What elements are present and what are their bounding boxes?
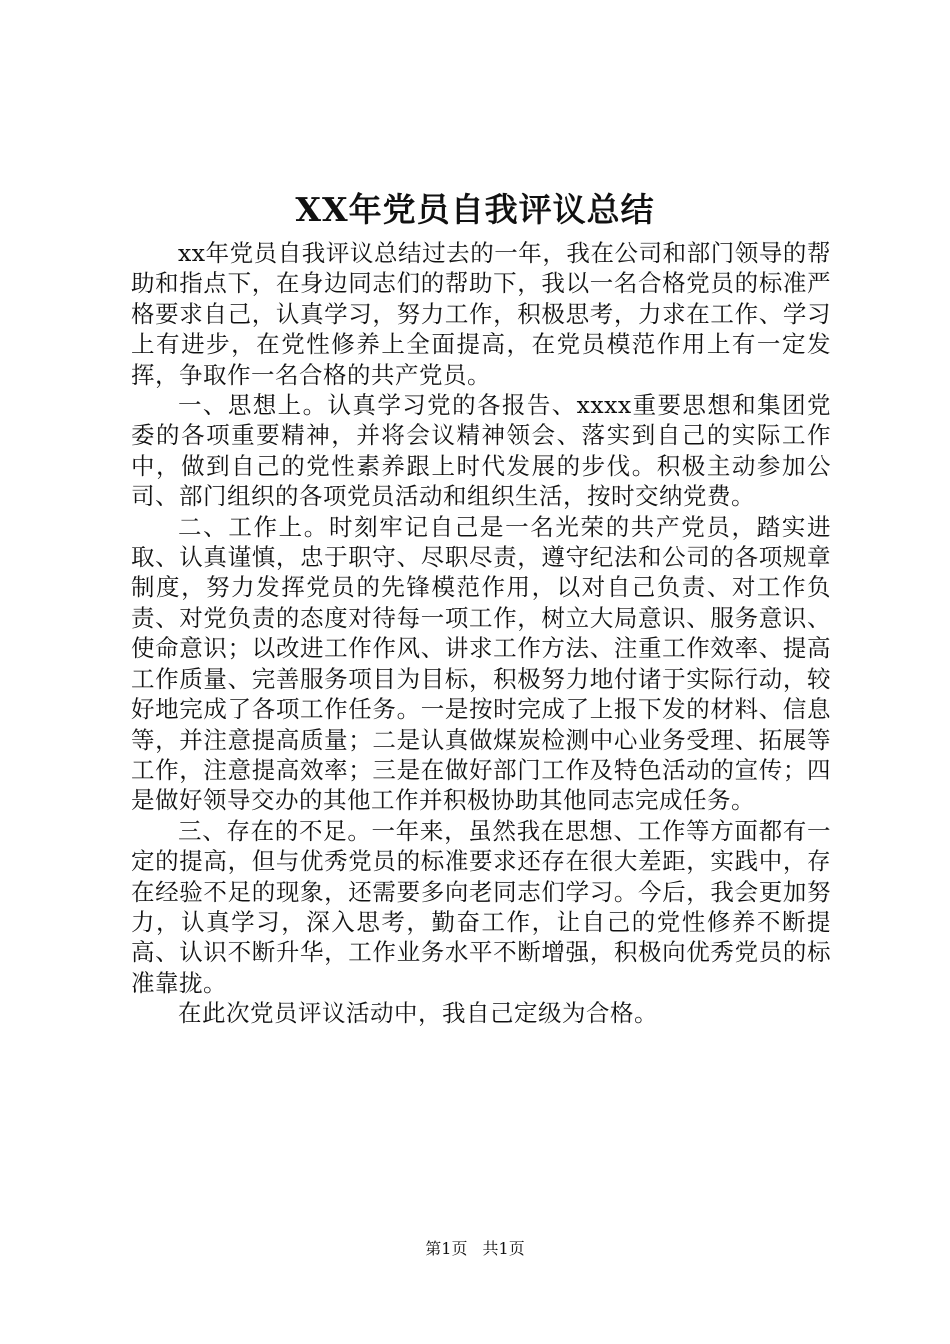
paragraph-conclusion: 在此次党员评议活动中，我自己定级为合格。 (178, 999, 658, 1028)
paragraph-shortcomings: 三、存在的不足。一年来，虽然我在思想、工作等方面都有一定的提高，但与优秀党员的标准要求还存在很大差距，实践中，存在经验不足的现象，还需要多向老同志们学习。今后，我会更加努力，认真学习，深入思考，勤奋工作，让自己的党性修养不断提高、认识不断升华，工作业务水平不断增强，积极向优秀党员的标准靠拢。 (131, 816, 831, 997)
document-body (131, 238, 831, 1029)
page-footer (0, 1238, 950, 1260)
page-number: 第1页 (425, 1239, 468, 1258)
paragraph-intro: xx年党员自我评议总结过去的一年，我在公司和部门领导的帮助和指点下，在身边同志们的帮助下，我以一名合格党员的标准严格要求自己，认真学习，努力工作，积极思考，力求在工作、学习上有进步，在党性修养上全面提高，在党员模范作用上有一定发挥，争取作一名合格的共产党员。 (131, 239, 831, 389)
paragraph-work: 二、工作上。时刻牢记自己是一名光荣的共产党员，踏实进取、认真谨慎，忠于职守、尽职尽责，遵守纪法和公司的各项规章制度，努力发挥党员的先锋模范作用，以对自己负责、对工作负责、对党负责的态度对待每一项工作，树立大局意识、服务意识、使命意识；以改进工作作风、讲求工作方法、注重工作效率、提高工作质量、完善服务项目为目标，积极努力地付诸于实际行动，较好地完成了各项工作任务。一是按时完成了上报下发的材料、信息等，并注意提高质量；二是认真做煤炭检测中心业务受理、拓展等工作，注意提高效率；三是在做好部门工作及特色活动的宣传；四是做好领导交办的其他工作并积极协助其他同志完成任务。 (131, 512, 831, 815)
document-title: XX年党员自我评议总结 (295, 190, 655, 229)
page-total: 共1页 (482, 1239, 525, 1258)
paragraph-thought: 一、思想上。认真学习党的各报告、xxxx重要思想和集团党委的各项重要精神，并将会议精神领会、落实到自己的实际工作中，做到自己的党性素养跟上时代发展的步伐。积极主动参加公司、部门组织的各项党员活动和组织生活，按时交纳党费。 (131, 391, 831, 511)
